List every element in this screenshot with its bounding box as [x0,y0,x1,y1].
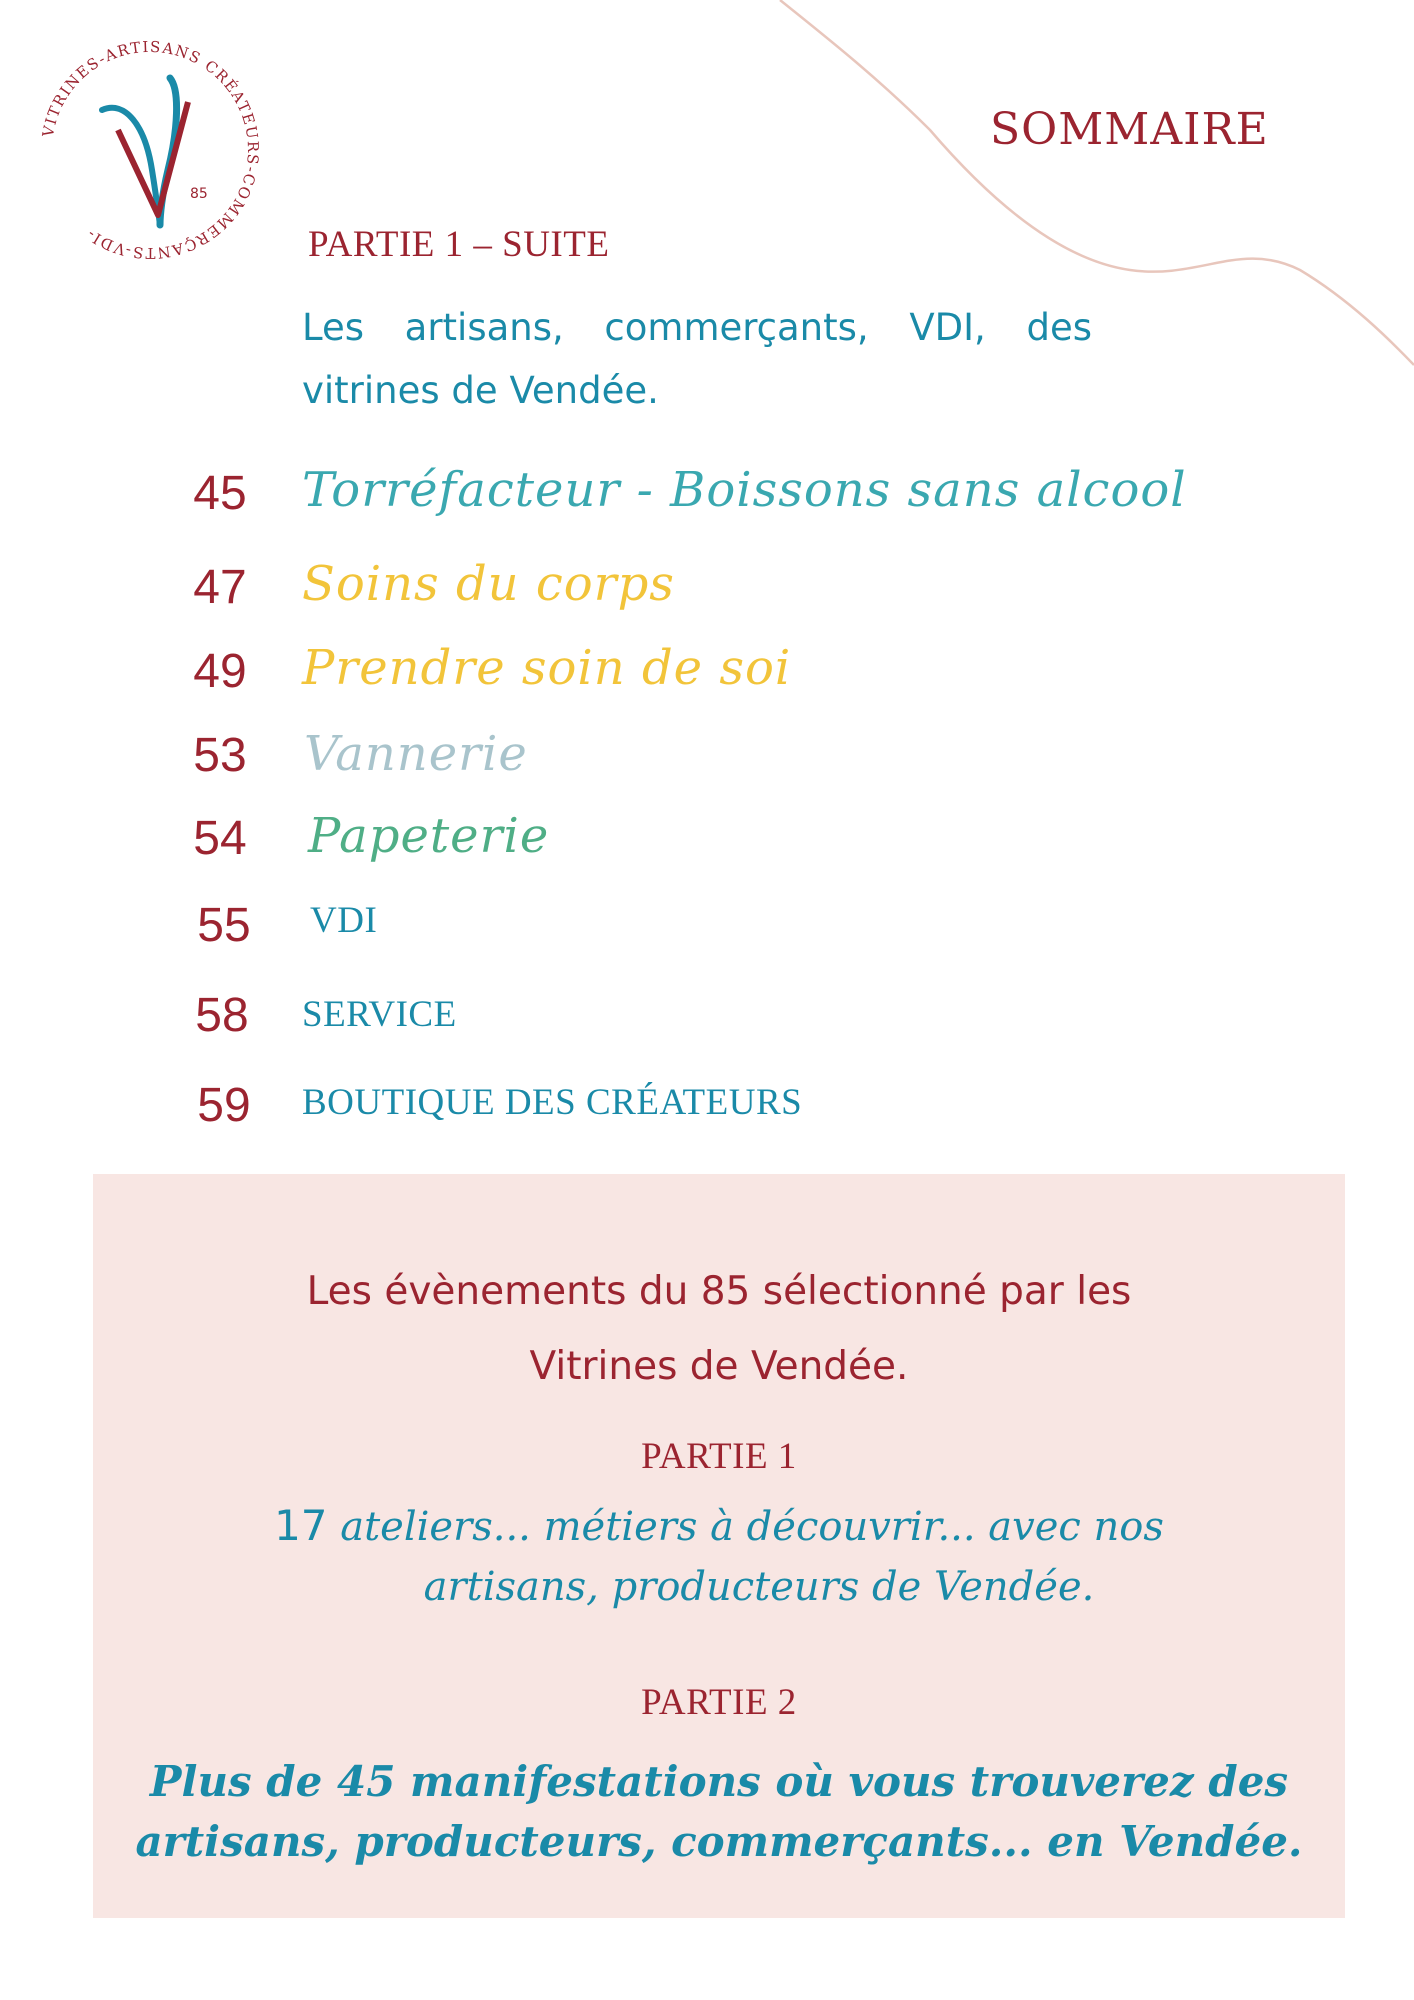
events-box [93,1174,1345,1918]
toc-page-number: 53 [193,729,247,782]
page-title: SOMMAIRE [990,104,1269,155]
logo [30,30,270,270]
toc-entry-boutique[interactable]: BOUTIQUE DES CRÉATEURS [302,1082,803,1123]
section-label: PARTIE 1 – SUITE [308,224,610,265]
events-part2-line1: Plus de 45 manifestations où vous trouverez des [149,1757,1289,1806]
events-part1-line2: artisans, producteurs de Vendée. [423,1564,1095,1610]
events-part1-count: 17 [274,1501,328,1550]
toc-entry-service[interactable]: SERVICE [302,994,457,1035]
toc-page-number: 59 [197,1079,251,1132]
events-title-line2: Vitrines de Vendée. [529,1344,909,1389]
toc-entry-soins-du-corps[interactable]: Soins du corps [302,556,675,612]
toc-entry-papeterie[interactable]: Papeterie [308,808,550,864]
events-part1-text [93,1496,1345,1617]
events-title-line1: Les évènements du 85 sélectionné par les [306,1269,1132,1314]
events-part2-text [93,1752,1345,1872]
toc-page-number: 55 [197,899,251,952]
toc-page-number: 58 [195,989,249,1042]
toc-entry-prendre-soin[interactable]: Prendre soin de soi [302,640,792,696]
toc-page-number: 47 [193,561,247,614]
events-part1-line1 [93,1496,1345,1557]
events-part2-line2: artisans, producteurs, commerçants... en Vendée. [135,1817,1303,1866]
toc-page-number: 54 [193,812,247,865]
events-part1-line1-text: ateliers... métiers à découvrir... avec nos [340,1504,1164,1550]
toc-entry-vdi[interactable]: VDI [310,900,378,941]
events-part1-label: PARTIE 1 [641,1436,797,1477]
logo-ring-text: VITRINES-ARTISANS CRÉATEURS-COMMERÇANTS-VDI- [38,37,263,263]
toc-page-number: 45 [193,467,247,520]
section-intro: Les artisans, commerçants, VDI, des vitrines de Vendée. [302,306,1092,412]
toc-page-number: 49 [193,645,247,698]
toc-entry-vannerie[interactable]: Vannerie [304,726,528,782]
events-title [93,1254,1345,1404]
logo-number: 85 [190,186,208,202]
events-part2-label: PARTIE 2 [641,1682,797,1723]
toc-entry-torrefacteur[interactable]: Torréfacteur - Boissons sans alcool [302,462,1187,518]
